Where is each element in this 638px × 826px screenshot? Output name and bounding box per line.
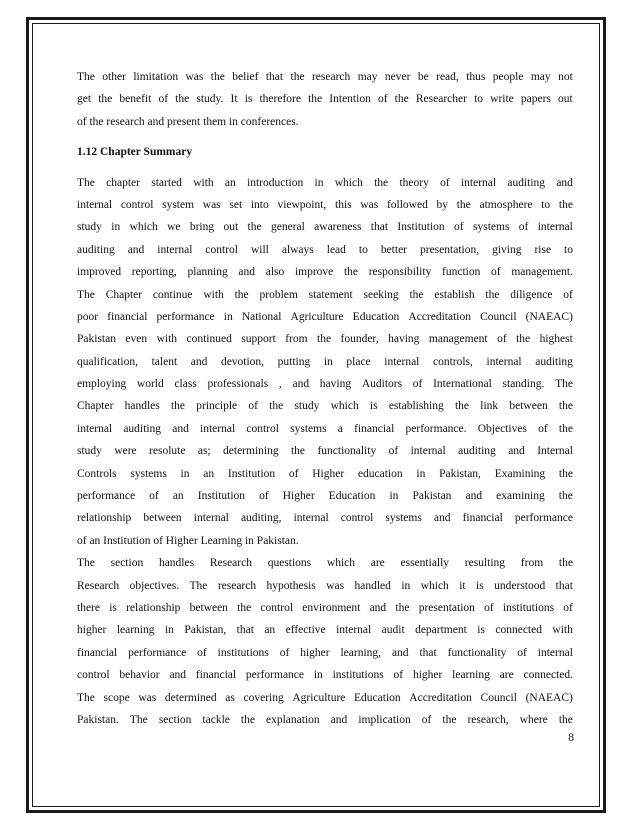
text-line: higher learning in Pakistan, that an effective internal audit department is connected with: [77, 624, 573, 637]
text-line: financial performance of institutions of higher learning, and that functionality of internal: [77, 646, 573, 659]
text-line: Research objectives. The research hypothesis was handled in which it is understood that: [77, 579, 573, 592]
text-line: study in which we bring out the general awareness that Institution of systems of internal: [77, 221, 573, 234]
text-line: poor financial performance in National Agriculture Education Accreditation Council (NAEAC): [77, 310, 573, 323]
text-line: control behavior and financial performance in institutions of higher learning are connected.: [77, 669, 573, 682]
text-line: The other limitation was the belief that the research may never be read, thus people may not: [77, 71, 573, 83]
text-line: The chapter started with an introduction in which the theory of internal auditing and: [77, 176, 573, 189]
text-line: study were resolute as; determining the functionality of internal auditing and Internal: [77, 445, 573, 458]
section-heading: 1.12 Chapter Summary: [77, 146, 193, 159]
page-number: 8: [568, 732, 574, 744]
text-line: The scope was determined as covering Agriculture Education Accreditation Council (NAEAC): [77, 691, 573, 704]
text-line: The section handles Research questions which are essentially resulting from the: [77, 557, 573, 570]
page-content: [77, 66, 573, 731]
intro-paragraph: [77, 66, 573, 133]
text-line: relationship between internal auditing, internal control systems and financial performance: [77, 512, 573, 525]
text-line: Chapter handles the principle of the study which is establishing the link between the: [77, 400, 573, 413]
text-line: employing world class professionals , and having Auditors of International standing. The: [77, 378, 573, 391]
text-line: get the benefit of the study. It is therefore the Intention of the Researcher to write papers out: [77, 93, 573, 106]
text-line: performance of an Institution of Higher Education in Pakistan and examining the: [77, 490, 573, 503]
text-line: auditing and internal control will always lead to better presentation, giving rise to: [77, 243, 573, 256]
text-line: qualification, talent and devotion, putting in place internal controls, internal auditing: [77, 355, 573, 368]
summary-paragraph: [77, 172, 573, 553]
text-line: internal control system was set into viewpoint, this was followed by the atmosphere to the: [77, 198, 573, 211]
text-line: improved reporting, planning and also improve the responsibility function of management.: [77, 266, 573, 279]
text-line: Pakistan even with continued support from the founder, having management of the highest: [77, 333, 573, 346]
text-line: there is relationship between the control environment and the presentation of institutions of: [77, 601, 573, 614]
text-line: internal auditing and internal control systems a financial performance. Objectives of the: [77, 422, 573, 435]
text-line: Controls systems in an Institution of Higher education in Pakistan, Examining the: [77, 467, 573, 480]
text-line: Pakistan. The section tackle the explanation and implication of the research, where the: [77, 713, 573, 726]
text-line: The Chapter continue with the problem statement seeking the establish the diligence of: [77, 288, 573, 301]
text-line: of an Institution of Higher Learning in Pakistan.: [77, 534, 299, 547]
text-line: of the research and present them in conferences.: [77, 115, 299, 128]
research-paragraph: [77, 552, 573, 731]
